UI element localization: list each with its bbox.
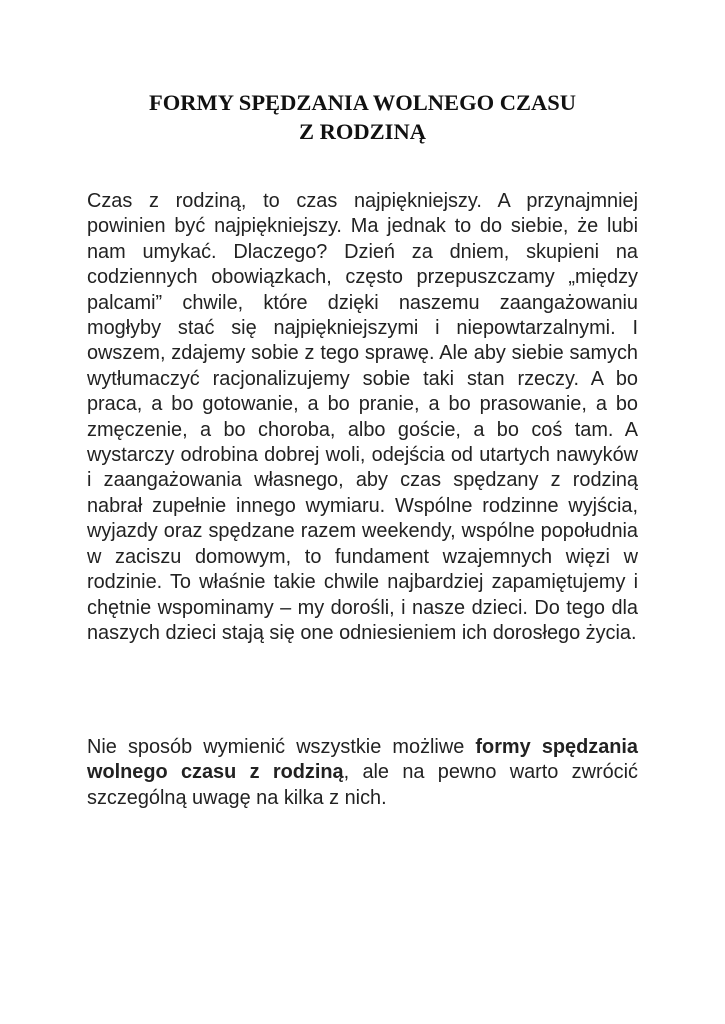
paragraph-2-text-end: , ale na pewno warto zwrócić szczególną uwagę na kilka z nich. <box>87 761 638 809</box>
paragraph-2-text-start: Nie sposób wymienić wszystkie możliwe <box>87 736 476 758</box>
title-line-1: FORMY SPĘDZANIA WOLNEGO CZASU <box>149 90 576 115</box>
title-line-2: Z RODZINĄ <box>299 119 426 144</box>
paragraph-1: Czas z rodziną, to czas najpiękniejszy. A przynajmniej powinien być najpiękniejszy. Ma jednak to do siebie, że lubi nam umykać. Dlaczego? Dzień za dniem, skupieni na codziennych obowiązkach, często przepuszczamy „między palcami” chwile, które dzięki naszemu zaangażowaniu mogłyby stać się najpiękniejszymi i niepowtarzalnymi. I owszem, zdajemy sobie z tego sprawę. Ale aby siebie samych wytłumaczyć racjonalizujemy sobie taki stan rzeczy. A bo praca, a bo gotowanie, a bo pranie, a bo prasowanie, a bo zmęczenie, a bo choroba, albo goście, a bo coś tam. A wystarczy odrobina dobrej woli, odejścia od utartych nawyków i zaangażowania własnego, aby czas spędzany z rodziną nabrał zupełnie innego wymiaru. Wspólne rodzinne wyjścia, wyjazdy oraz spędzane razem weekendy, wspólne popołudnia w zaciszu domowym, to fundament wzajemnych więzi w rodzinie. To właśnie takie chwile najbardziej zapamiętujemy i chętnie wspominamy – my dorośli, i nasze dzieci. Do tego dla naszych dzieci stają się one odniesieniem ich dorosłego życia. <box>87 190 638 644</box>
document-title <box>60 88 665 146</box>
paragraph-2-bold-phrase: formy spędzania wolnego czasu z rodziną <box>87 736 638 784</box>
paragraph-2 <box>87 735 638 811</box>
